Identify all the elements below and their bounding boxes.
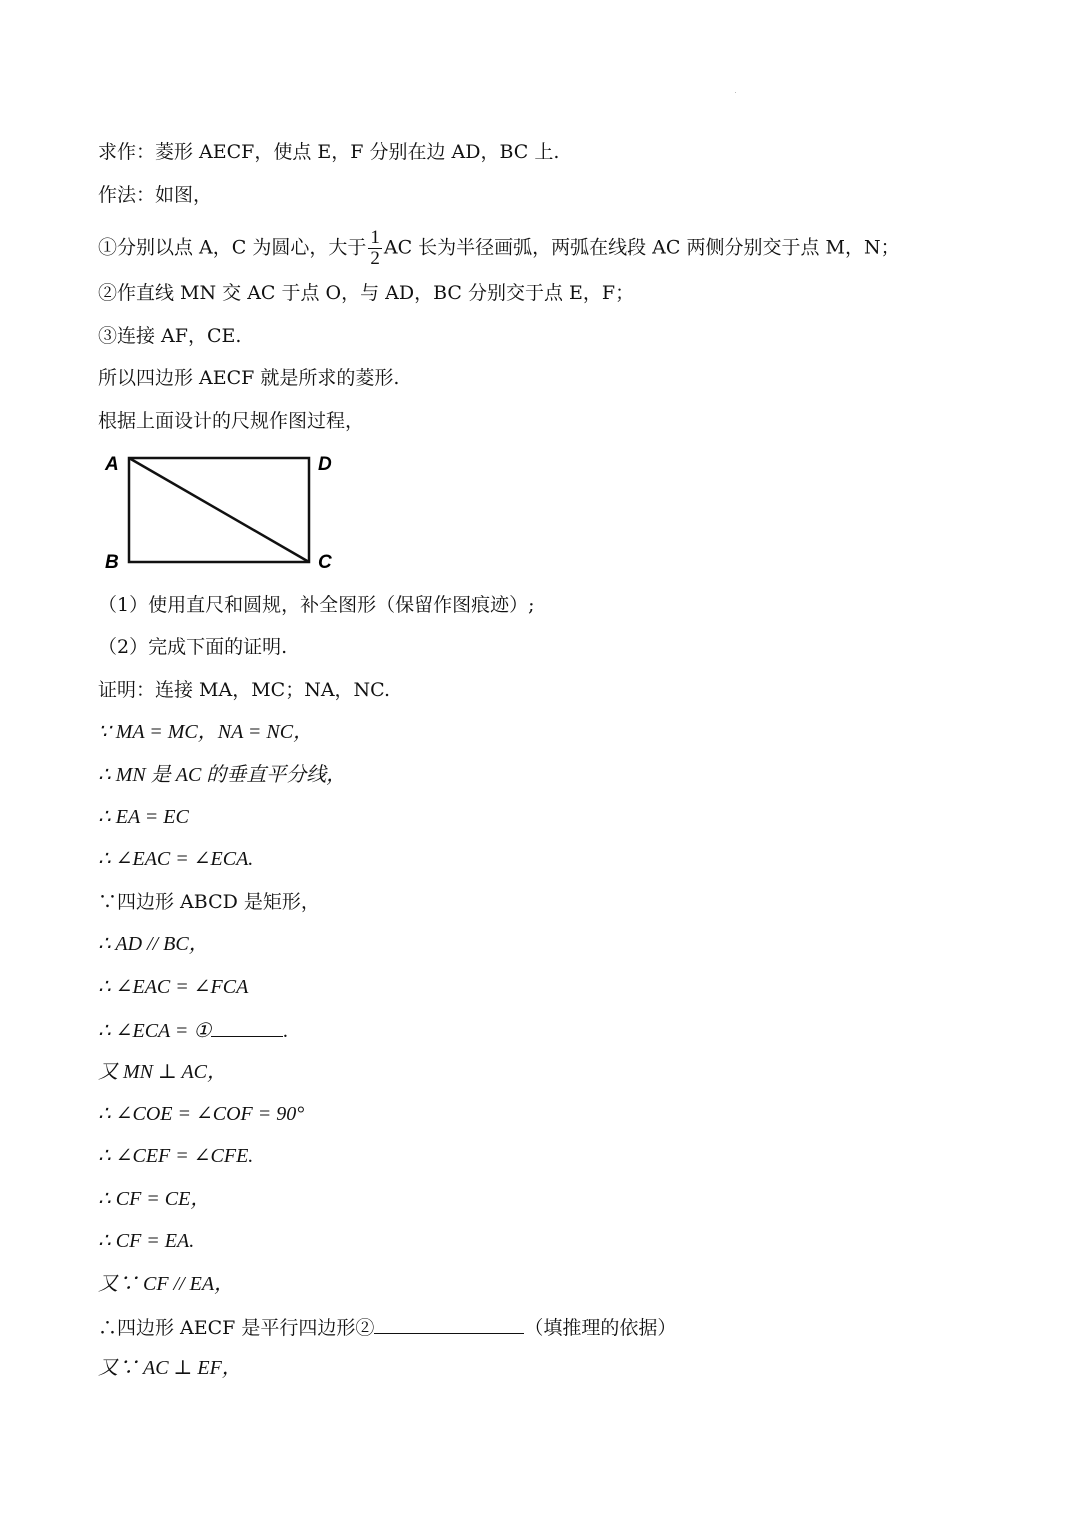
task-statement: 求作：菱形 AECF，使点 E，F 分别在边 AD，BC 上. (98, 141, 560, 163)
proof-line-7: ∴ ∠EAC = ∠FCA (98, 976, 249, 998)
proof-start: 证明：连接 MA，MC；NA，NC. (98, 679, 391, 701)
step-2: ②作直线 MN 交 AC 于点 O，与 AD，BC 分别交于点 E，F； (98, 282, 635, 304)
question-1: （1）使用直尺和圆规，补全图形（保留作图痕迹）; (98, 594, 535, 616)
proof-line-11: ∴ ∠CEF = ∠CFE. (98, 1145, 254, 1167)
vertex-label-c: C (318, 552, 332, 573)
rectangle-figure (100, 450, 350, 575)
vertex-label-d: D (318, 454, 332, 475)
proof-line-9: 又 MN ⊥ AC， (98, 1061, 228, 1083)
proof-line-15 (98, 1313, 676, 1341)
answer-blank-1[interactable] (211, 1016, 283, 1037)
proof-line-5: ∵四边形 ABCD 是矩形， (98, 891, 320, 913)
proof-line-8-text: ∴ ∠ECA = ① (98, 1020, 212, 1042)
fraction-denominator: 2 (370, 248, 380, 269)
answer-blank-2[interactable] (374, 1313, 524, 1334)
step-1 (98, 228, 900, 269)
proof-line-13: ∴ CF = EA. (98, 1230, 195, 1252)
proof-line-10: ∴ ∠COE = ∠COF = 90° (98, 1103, 305, 1125)
step-1-text-b: AC 长为半径画弧，两弧在线段 AC 两侧分别交于点 M，N； (383, 236, 900, 259)
proof-line-15-note: （填推理的依据） (524, 1317, 677, 1339)
step-1-text-a: ①分别以点 A，C 为圆心，大于 (98, 236, 367, 259)
step-3: ③连接 AF，CE. (98, 325, 242, 347)
one-half-fraction (368, 228, 382, 269)
page-speck (735, 92, 736, 93)
proof-line-12: ∴ CF = CE， (98, 1188, 211, 1210)
conclusion: 所以四边形 AECF 就是所求的菱形. (98, 367, 400, 389)
question-2: （2）完成下面的证明. (98, 636, 288, 658)
proof-line-8-end: . (283, 1020, 289, 1042)
prompt-line: 根据上面设计的尺规作图过程， (98, 410, 365, 432)
proof-line-3: ∴ EA = EC (98, 806, 189, 828)
proof-line-8 (98, 1016, 288, 1044)
vertex-label-a: A (105, 454, 119, 475)
proof-line-16: 又∵ AC ⊥ EF， (98, 1357, 242, 1379)
vertex-label-b: B (105, 552, 119, 573)
proof-line-2: ∴ MN 是 AC 的垂直平分线， (98, 764, 347, 786)
proof-line-14: 又∵ CF // EA， (98, 1273, 235, 1295)
fraction-numerator: 1 (370, 227, 380, 248)
diagonal-ac (129, 458, 309, 562)
method-heading: 作法：如图， (98, 184, 213, 206)
proof-line-6: ∴ AD // BC， (98, 933, 209, 955)
proof-line-15-text: ∴四边形 AECF 是平行四边形② (98, 1317, 375, 1339)
proof-line-1: ∵ MA = MC，NA = NC， (98, 721, 314, 743)
proof-line-4: ∴ ∠EAC = ∠ECA. (98, 848, 254, 870)
